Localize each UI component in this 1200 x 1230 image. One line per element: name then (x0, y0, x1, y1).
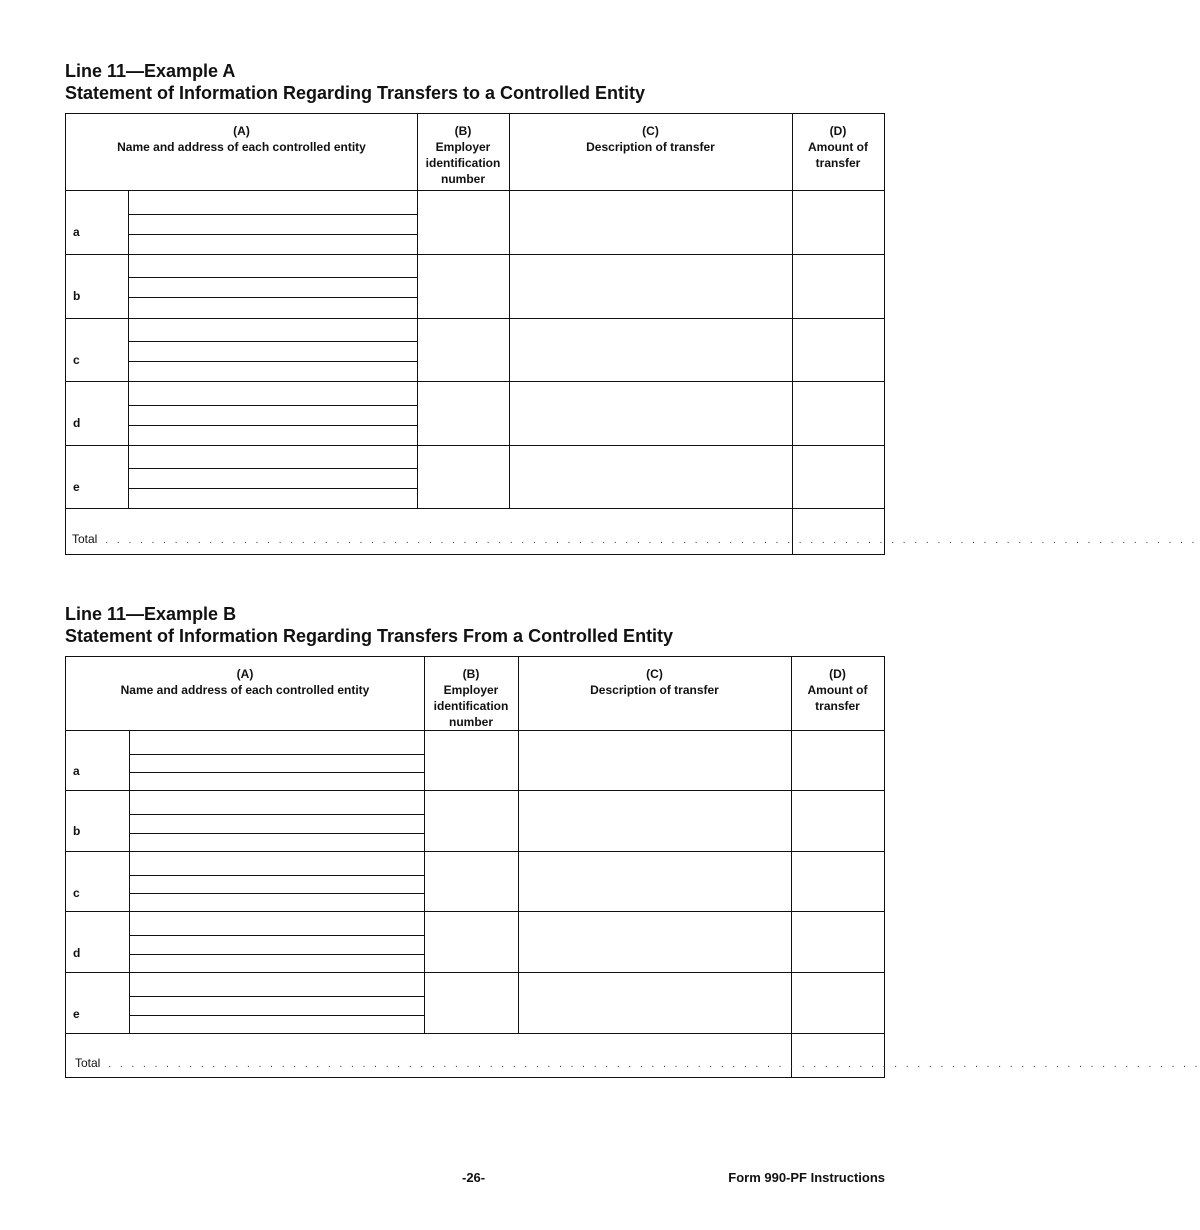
row-label-a: a (73, 764, 80, 778)
col-d-header: (D) Amount of transfer (808, 124, 868, 170)
row-divider (66, 911, 884, 912)
entry-line[interactable] (128, 405, 417, 406)
entry-line[interactable] (128, 488, 417, 489)
row-divider (66, 851, 884, 852)
row-label-b: b (73, 289, 81, 303)
table-divider (128, 190, 129, 508)
row-label-e: e (73, 480, 80, 494)
col-c-header: (C) Description of transfer (590, 667, 719, 697)
entry-line[interactable] (128, 425, 417, 426)
entry-line[interactable] (129, 772, 424, 773)
row-divider (66, 972, 884, 973)
entry-line[interactable] (128, 277, 417, 278)
table-divider (129, 730, 130, 1033)
example-b-table (65, 656, 1200, 1078)
row-divider (66, 508, 884, 509)
row-divider (66, 445, 884, 446)
example-a-heading (65, 60, 645, 104)
col-b-header: (B) Employer identification number (433, 667, 509, 729)
page-number: -26- (462, 1170, 486, 1185)
table-divider (509, 114, 510, 508)
example-b-title: Line 11—Example B (65, 604, 237, 624)
table-divider (792, 114, 793, 554)
entry-line[interactable] (128, 468, 417, 469)
col-d-header: (D) Amount of transfer (807, 667, 868, 713)
row-label-b: b (73, 824, 81, 838)
col-c-header: (C) Description of transfer (586, 124, 715, 154)
table-divider (66, 190, 884, 191)
entry-line[interactable] (129, 1015, 424, 1016)
example-b-subtitle: Statement of Information Regarding Transfers From a Controlled Entity (65, 626, 674, 646)
leader-dots: . . . . . . . . . . . . . . . . . . . . . . . . . . . . . . . . . . . . . . . . . . . . . . . . . . . . . . . . . . . . . . . . . . . . . . . . . . . . . . . . . . . . . . . . . . . . . . . (105, 535, 1198, 546)
entry-line[interactable] (128, 297, 417, 298)
col-b-header: (B) Employer identification number (425, 124, 501, 186)
entry-line[interactable] (129, 875, 424, 876)
table-divider (518, 657, 519, 1033)
row-label-d: d (73, 416, 81, 430)
entry-line[interactable] (128, 361, 417, 362)
col-a-header: (A) Name and address of each controlled entity (117, 124, 366, 154)
row-label-e: e (73, 1007, 80, 1021)
row-label-c: c (73, 886, 80, 900)
entry-line[interactable] (129, 754, 424, 755)
table-divider (66, 730, 884, 731)
row-divider (66, 790, 884, 791)
entry-line[interactable] (129, 954, 424, 955)
example-a-title: Line 11—Example A (65, 61, 236, 81)
example-a-subtitle: Statement of Information Regarding Transfers to a Controlled Entity (65, 83, 646, 103)
entry-line[interactable] (128, 214, 417, 215)
table-divider (791, 657, 792, 1077)
total-row (75, 1056, 1200, 1072)
example-a-table (65, 113, 1198, 555)
row-label-a: a (73, 225, 80, 239)
total-row (72, 532, 1198, 548)
example-b-heading (65, 603, 673, 647)
row-label-c: c (73, 353, 80, 367)
leader-dots: . . . . . . . . . . . . . . . . . . . . . . . . . . . . . . . . . . . . . . . . . . . . . . . . . . . . . . . . . . . . . . . . . . . . . . . . . . . . . . . . . . . . . . . . . . . . . . . (108, 1059, 1200, 1070)
col-a-header: (A) Name and address of each controlled entity (120, 667, 370, 697)
entry-line[interactable] (129, 814, 424, 815)
entry-line[interactable] (129, 833, 424, 834)
row-divider (66, 318, 884, 319)
row-divider (66, 381, 884, 382)
row-divider (66, 1033, 884, 1034)
entry-line[interactable] (129, 893, 424, 894)
entry-line[interactable] (129, 935, 424, 936)
entry-line[interactable] (128, 234, 417, 235)
total-label: Total (72, 532, 98, 546)
row-divider (66, 254, 884, 255)
entry-line[interactable] (128, 341, 417, 342)
form-title: Form 990-PF Instructions (728, 1170, 885, 1185)
row-label-d: d (73, 946, 81, 960)
total-label: Total (75, 1056, 101, 1070)
entry-line[interactable] (129, 996, 424, 997)
